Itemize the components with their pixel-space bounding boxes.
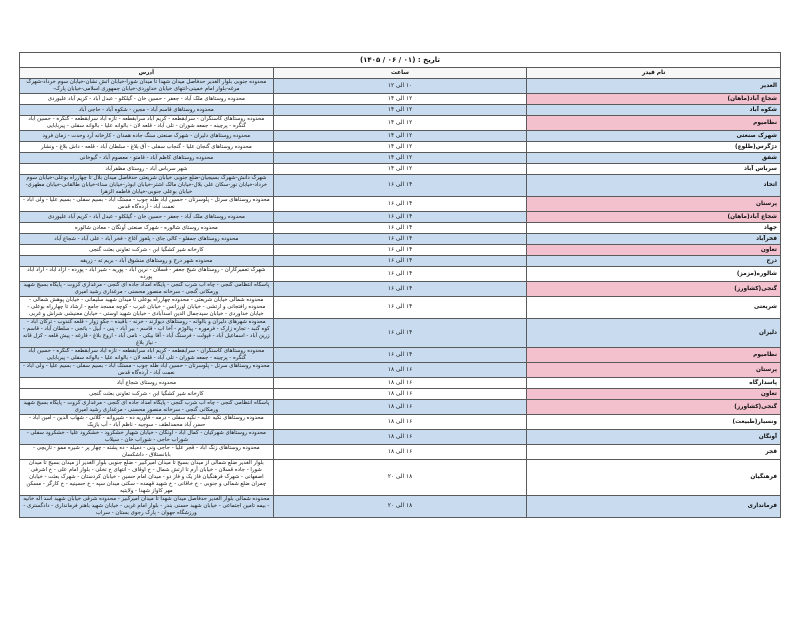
table-row [20, 256, 781, 267]
table-row [20, 363, 781, 378]
feeder-name-cell: گنجی(کشاورز) [527, 282, 781, 297]
header-address: آدرس [20, 68, 274, 79]
address-cell: محدوده روستاهای ملک آباد - جعفر - حسین خان - گیلکلو - عبدل آباد - کریم آباد علیوردی [20, 94, 274, 105]
table-row [20, 282, 781, 297]
feeder-name-cell: گنجی(کشاورز) [527, 400, 781, 415]
time-cell: ۱۴ الی ۱۶ [273, 234, 527, 245]
time-cell: ۱۲ الی ۱۴ [273, 164, 527, 175]
feeder-name-cell: دلیران [527, 319, 781, 348]
table-row [20, 496, 781, 518]
time-cell: ۱۰ الی ۱۲ [273, 79, 527, 94]
feeder-name-cell: شجاع آباد(ماهان) [527, 94, 781, 105]
feeder-name-cell: شالوره(مزمز) [527, 267, 781, 282]
table-row [20, 212, 781, 223]
time-cell: ۱۸ الی ۲۰ [273, 496, 527, 518]
feeder-name-cell: قجر [527, 445, 781, 460]
address-cell: پاسگاه انتظامی گنجی - چاه آب شرب گنجی - پایگاه امداد جاده ای گنجی - مرغداری کروت - پایگاه بسیج شهید ورمکانی گنجی - سرخانه منصور محسنی - مرغداری رشید امیری [20, 400, 274, 415]
address-cell: محدوده روستای شالوره - شهرک صنعتی آونگان - معادن شالوره [20, 223, 274, 234]
address-cell: شهرک دانش-شهرک بسیجیان-ضلع جنوبی خیابان شریعتی حدفاصل میدان بلال تا چهارراه بوعلی-خیابان سوم خرداد-خیابان نور-سکان علی بلال-خیابان مالک اشتر-خیابان ابوذر-خیابان سناء-خیابان طالقانی-خیابان مطهری-خیابان بوعلی جنوبی-خیابان فاطمه الزهرا [20, 175, 274, 197]
address-cell: کارخانه شیر کشگیا ابن - شرکت تعاونی بعثت گنجی [20, 245, 274, 256]
time-cell: ۱۶ الی ۱۸ [273, 389, 527, 400]
time-cell: ۱۴ الی ۱۶ [273, 175, 527, 197]
feeder-name-cell: شجاع آباد(ماهان) [527, 212, 781, 223]
time-cell: ۱۸ الی ۲۰ [273, 460, 527, 496]
table-row [20, 142, 781, 153]
feeder-name-cell: سرباس آباد [527, 164, 781, 175]
feeder-name-cell: شکوه آباد [527, 105, 781, 116]
feeder-name-cell: الغدیر [527, 79, 781, 94]
header-time: ساعت [273, 68, 527, 79]
table-row [20, 223, 781, 234]
table-row [20, 116, 781, 131]
feeder-name-cell: ونسبار(طبیعت) [527, 415, 781, 430]
header-row [20, 68, 781, 79]
feeder-name-cell: نظامیوم [527, 348, 781, 363]
time-cell: ۱۴ الی ۱۶ [273, 282, 527, 297]
feeder-name-cell: پرستان [527, 363, 781, 378]
feeder-name-cell: نظامیوم [527, 116, 781, 131]
time-cell: ۱۴ الی ۱۶ [273, 267, 527, 282]
time-cell: ۱۴ الی ۱۶ [273, 348, 527, 363]
table-row [20, 175, 781, 197]
table-row [20, 389, 781, 400]
table-row [20, 445, 781, 460]
time-cell: ۱۶ الی ۱۸ [273, 363, 527, 378]
address-cell: محدوده روستاهای جمقلو - کالی جای - پلغوز آغاج - فخر آباد - علی آباد - شجاع آباد [20, 234, 274, 245]
table-row [20, 267, 781, 282]
feeder-name-cell: فخرآباد [527, 234, 781, 245]
table-row [20, 164, 781, 175]
table-row [20, 415, 781, 430]
address-cell: محدوده روستاهای نکیه علیه - نکیه سفلی - درمه - قاوریه ده - شیروانه - گلانی - شهاب الدین - امین آباد - حسن آباد محمدلطف - سوجیه - ناظم آباد - آب بازیک [20, 415, 274, 430]
address-cell: شهرک تعمیرکاران - روستاهای شیخ جعفر - قسلان - نرین آباد - پوریه - شیر آباد - پورده - آزاد آباد - آراد آباد پورده [20, 267, 274, 282]
feeder-name-cell: جهاد [527, 223, 781, 234]
table-row [20, 79, 781, 94]
table-row [20, 460, 781, 496]
table-row [20, 400, 781, 415]
time-cell: ۱۶ الی ۱۸ [273, 378, 527, 389]
feeder-name-cell: فرمانداری [527, 496, 781, 518]
table-row [20, 319, 781, 348]
time-cell: ۱۶ الی ۱۸ [273, 445, 527, 460]
address-cell: محدوده روستاهای کاسنگران - سرابقطعه - کریم آباد سرابقطعه - تازه آباد سرابقطعه - گنگره - حسین آباد گنگره - پرچینه - جمعه شوران - تلی آباد - قلعه لان - بالوانه علیا - بالوانه سفلی - پیربابایی [20, 348, 274, 363]
address-cell: کارخانه شیر کشگیا ابن - شرکت تعاونی بعثت گنجی [20, 389, 274, 400]
address-cell: محدوده روستاهای شهرکیان - کمال آباد - آونگان - خیابان شهیار خشکرود - خشکرود علیا - خشکرود سفلی - شوراب حاجی - شوراب خان - سیلاب [20, 430, 274, 445]
address-cell: محدوده روستاهای سرتل - پلوسرتان - حسین آباد طله جوب - مستک آباد - بسیم سفلی - بسیم علیا - ولی آباد - نعمت آباد - آرده‌گاه قدس [20, 197, 274, 212]
address-cell: محدوده شمالی بلوار الغدیر حدفاصل میدان شهدا تا میدان امیرکبیر - محدوده شرقی خیابان شهید اسد اله خانیه - بیمه تامین اجتماعی - خیابان شهید حسنی بندر - بلوار امام غربی - خیابان شهید باهنر فرمانداری - دادگستری - ورزشگاه جهوان - پارک رجوی بستان - سراب [20, 496, 274, 518]
address-cell: محدوده جنوبی بلوار الغدیر حدفاصل میدان شهدا تا میدان شورا-خیابان آتش نشان-خیابان سوم خرداد-شهرک مرغه-بلوار امام خمینی-انتهای خیابان خداوردی-خیابان جمهوری اسلامی-خیابان پارک- [20, 79, 274, 94]
address-cell: محدوده روستای شجاع آباد [20, 378, 274, 389]
address-cell: شهر سرباس آباد - روستای مظفرآباد [20, 164, 274, 175]
address-cell: محدوده روستاهای قاسم آباد - مجین - شکوه آباد - حاجی آباد [20, 105, 274, 116]
table-row [20, 131, 781, 142]
feeder-name-cell: تعاون [527, 245, 781, 256]
address-cell: محدوده روستاهای سرتل - پلوسرتان - حسین آباد طله جوب - مستک آباد - بسیم سفلی - بسیم علیا - ولی آباد - نعمت آباد - آرده‌گاه قدس [20, 363, 274, 378]
address-cell: محدوده شهر درج و روستاهای منشوق آباد - بریم ته - زریقه [20, 256, 274, 267]
time-cell: ۱۴ الی ۱۶ [273, 297, 527, 319]
time-cell: ۱۲ الی ۱۴ [273, 94, 527, 105]
feeder-name-cell: فرهنگیان [527, 460, 781, 496]
time-cell: ۱۶ الی ۱۸ [273, 415, 527, 430]
feeder-name-cell: پرستان [527, 197, 781, 212]
time-cell: ۱۲ الی ۱۴ [273, 105, 527, 116]
time-cell: ۱۲ الی ۱۴ [273, 153, 527, 164]
feeder-name-cell: دژگرس(طلوع) [527, 142, 781, 153]
table-row [20, 297, 781, 319]
header-feeder-name: نام فیدر [527, 68, 781, 79]
table-row [20, 430, 781, 445]
time-cell: ۱۴ الی ۱۶ [273, 245, 527, 256]
document-title: تاریخ : (۰۱ / ۰۶ / ۱۴۰۵) [20, 53, 781, 68]
time-cell: ۱۴ الی ۱۶ [273, 212, 527, 223]
feeder-name-cell: پاسدارگاه [527, 378, 781, 389]
feeder-name-cell: اتحاد [527, 175, 781, 197]
feeder-name-cell: تعاون [527, 389, 781, 400]
address-cell: بلوار الغدیر ضلع شمالی از میدان بسیج تا میدان امیرکبیر - ضلع جنوبی بلوار الغدیر از میدان بسیج تا میدان شورا - جاده قسلان - خیابان آرم تا ارتش شمال - خ اوقاف - انتهای خ تخلی - بلوار امام علی - خ اشرفی اصفهانی - شهرک فرهنگیان فاز یک و فاز دو - میدان امام حسین - خیابان کردستان - شهرک بعثت - خیابان چمران ضلع شمالی و جنوبی - خ خاقانی - خ شهید قهمده - سکنی میدان سپه - خ حسینیه - خ کارگر - مسکن مهر کاواز شهدا - ولایتیه [20, 460, 274, 496]
title-row [20, 53, 781, 68]
feeder-name-cell: آونگان [527, 430, 781, 445]
time-cell: ۱۲ الی ۱۴ [273, 142, 527, 153]
address-cell: محدوده روستاهای گنجان علیا - گنجاب سفلی - آق بلاغ - سلطان آباد - قلعه - داش بلاغ - ونشار [20, 142, 274, 153]
address-cell: محدوده روستاهای دلیران - شهرک صنعتی سنگ جاده همدان - کارخانه آرد وحدت - زمان فرود [20, 131, 274, 142]
table-row [20, 94, 781, 105]
outage-schedule-table [19, 52, 781, 518]
address-cell: پاسگاه انتظامی گنجی - چاه آب شرب گنجی - پایگاه امداد جاده ای گنجی - مرغداری کروت - پایگاه بسیج شهید ورمکانی گنجی - سرخانه منصور محسنی - مرغداری رشید امیری [20, 282, 274, 297]
feeder-name-cell: درج [527, 256, 781, 267]
address-cell: محدوده شهرهای دلیران و بالوانه - روستاهای دیوازند - خرنه - باقیده - جکو زوار - قلعه کندوب - ترکان آباد - کوه گنبد - تجاره زارک - فرموره - پیالوژم - آخا اب - قاسم - بیر آباد - پنی - آبیل - باتجی - سلطان آباد - قاسم - زرین آباد - اسماعیل آباد - قپولت - فرسنگ آباد - آقا بیکی - نامی آباد - اروج بلاغ - قارغه - پیش قلعه - کزل قانه - نیاز بلاغ [20, 319, 274, 348]
feeder-name-cell: شهرک صنعتی [527, 131, 781, 142]
time-cell: ۱۲ الی ۱۴ [273, 116, 527, 131]
time-cell: ۱۶ الی ۱۸ [273, 400, 527, 415]
address-cell: محدوده روستاهای کاظم آباد - قامتو - معصوم آباد - گیوخانی [20, 153, 274, 164]
table-row [20, 197, 781, 212]
address-cell: محدوده شمالی خیابان شریعتی - محدوده چهارراه بوعلی تا میدان شهید سلیمانی - خیابان پوهش شمالی - محدوده رافتجانی و ارتشی - خیابان اورزانس - خیابان غیرب - کوچه مسجد جامع - ارشاد تا چهارراه بوعلی - خیابان خداوردی - خیابان سیدجمال الدین اسدآبادی - خیابان شهید اوستی - خیابان معنیشی شراش و غربی [20, 297, 274, 319]
table-row [20, 234, 781, 245]
address-cell: محدوده روستاهای زنگ آباد - قجر علیا - حاجی ونی - دمیله - ده پشته - چهار پر - شیره ممو - تازیچی - بابانستلاق - داشکسان [20, 445, 274, 460]
feeder-name-cell: شریعتی [527, 297, 781, 319]
table-row [20, 153, 781, 164]
time-cell: ۱۴ الی ۱۶ [273, 223, 527, 234]
table-row [20, 348, 781, 363]
feeder-name-cell: شفق [527, 153, 781, 164]
table-row [20, 105, 781, 116]
time-cell: ۱۴ الی ۱۶ [273, 256, 527, 267]
table-row [20, 245, 781, 256]
time-cell: ۱۶ الی ۱۸ [273, 430, 527, 445]
address-cell: محدوده روستاهای ملک آباد - جعفر - حسین خان - گیلکلو - عبدل آباد - کریم آباد علیوردی [20, 212, 274, 223]
time-cell: ۱۲ الی ۱۴ [273, 131, 527, 142]
address-cell: محدوده روستاهای کاسنگران - سرابقطعه - کریم آباد سرابقطعه - تازه آباد سرابقطعه - گنگره - حسین آباد گنگره - پرچینه - جمعه شوران - تلی آباد - قلعه لان - بالوانه علیا - بالوانه سفلی - پیربابایی [20, 116, 274, 131]
table-row [20, 378, 781, 389]
time-cell: ۱۴ الی ۱۶ [273, 197, 527, 212]
time-cell: ۱۴ الی ۱۶ [273, 319, 527, 348]
